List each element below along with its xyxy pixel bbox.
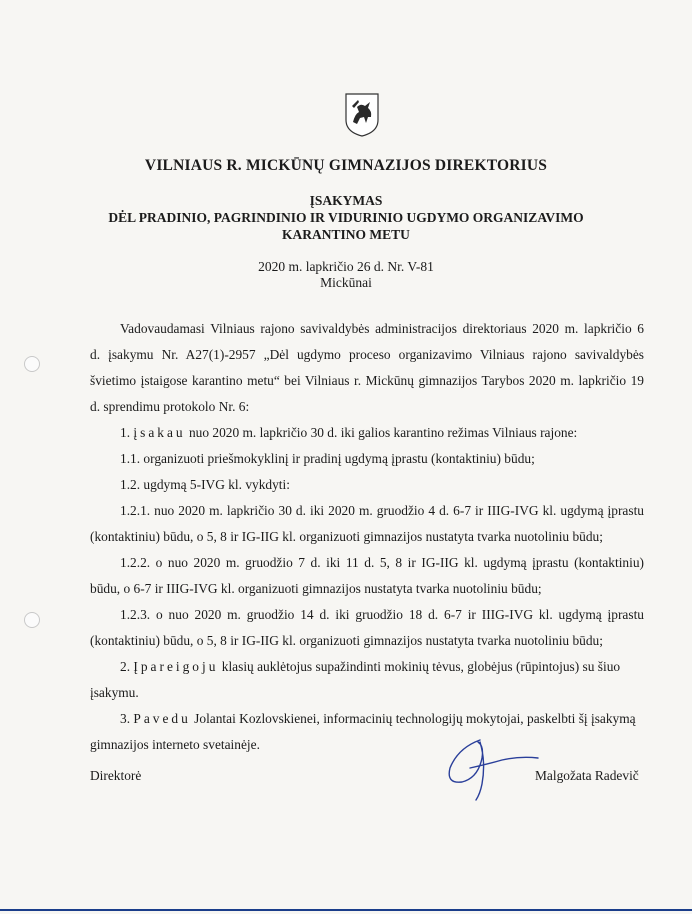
item-1-1: 1.1. organizuoti priešmokyklinį ir pradinį ugdymą įprastu (kontaktiniu) būdu; (120, 451, 535, 466)
institution-heading: VILNIAUS R. MICKŪNŲ GIMNAZIJOS DIREKTORIUS (144, 157, 548, 174)
document-type: ĮSAKYMAS (309, 193, 383, 208)
item-2-line1 (90, 654, 644, 680)
item-1-2-1-line2: (kontaktiniu) būdu, o 5, 8 ir IG-IIG kl. organizuoti gimnazijos nustatyta tvarka nuotoliniu būdu; (90, 529, 603, 544)
item-1-2-1-line1: 1.2.1. nuo 2020 m. lapkričio 30 d. iki 2020 m. gruodžio 4 d. 6-7 ir IIIG-IVG kl. ugdymą įprastu (120, 503, 644, 518)
item-3-number: 3. (120, 711, 134, 726)
item-1-verb: įsakau (133, 425, 186, 440)
item-1-2-2-line2: būdu, o 6-7 ir IIIG-IVG kl. organizuoti gimnazijos nustatyta tvarka nuotoliniu būdu; (90, 581, 542, 596)
document-date-number: 2020 m. lapkričio 26 d. Nr. V-81 (258, 259, 434, 274)
signatory-position: Direktorė (90, 768, 142, 783)
item-1-2-3-line1: 1.2.3. o nuo 2020 m. gruodžio 14 d. iki gruodžio 18 d. 6-7 ir IIIG-IVG kl. ugdymą įprastu (120, 607, 644, 622)
item-1-number: 1. (120, 425, 134, 440)
handwritten-signature (440, 728, 540, 803)
item-1-2: 1.2. ugdymą 5-IVG kl. vykdyti: (120, 477, 290, 492)
item-1 (90, 420, 644, 446)
intro-line-2: d. įsakymu Nr. A27(1)-2957 „Dėl ugdymo proceso organizavimo Vilniaus rajono savivaldybės (90, 347, 644, 362)
punch-hole-bottom (24, 612, 40, 628)
item-2-number: 2. (120, 659, 134, 674)
item-2-text: klasių auklėtojus supažindinti mokinių tėvus, globėjus (rūpintojus) su šiuo (218, 659, 621, 674)
document-title-line2: KARANTINO METU (282, 227, 410, 242)
item-1-2-2-line1: 1.2.2. o nuo 2020 m. gruodžio 7 d. iki 11 d. 5, 8 ir IG-IIG kl. ugdymą įprastu (kontaktiniu) (120, 555, 644, 570)
item-3-line1 (90, 706, 644, 732)
punch-hole-top (24, 356, 40, 372)
page-bottom-border (0, 909, 692, 911)
item-2-line2: įsakymu. (90, 685, 139, 700)
item-1-2-3-line2: (kontaktiniu) būdu, o 5, 8 ir IG-IIG kl. organizuoti gimnazijos nustatyta tvarka nuotoliniu būdu; (90, 633, 603, 648)
intro-line-4: d. sprendimu protokolo Nr. 6: (90, 399, 250, 414)
coat-of-arms-icon (344, 92, 380, 138)
item-3-verb: Pavedu (133, 711, 191, 726)
signatory-name: Malgožata Radevič (535, 768, 639, 783)
document-place: Mickūnai (320, 275, 372, 290)
item-3-text: Jolantai Kozlovskienei, informacinių technologijų mokytojai, paskelbti šį įsakymą (190, 711, 636, 726)
item-2-verb: Įpareigoju (133, 659, 219, 674)
document-title-line1: DĖL PRADINIO, PAGRINDINIO IR VIDURINIO UGDYMO ORGANIZAVIMO (108, 210, 584, 225)
intro-line-3: švietimo įstaigose karantino metu“ bei Vilniaus r. Mickūnų gimnazijos Tarybos 2020 m. lapkričio 19 (90, 373, 644, 388)
intro-line-1: Vadovaudamasi Vilniaus rajono savivaldybės administracijos direktoriaus 2020 m. lapkričio 6 (120, 321, 644, 336)
item-1-text: nuo 2020 m. lapkričio 30 d. iki galios karantino režimas Vilniaus rajone: (185, 425, 578, 440)
item-3-line2: gimnazijos interneto svetainėje. (90, 737, 260, 752)
